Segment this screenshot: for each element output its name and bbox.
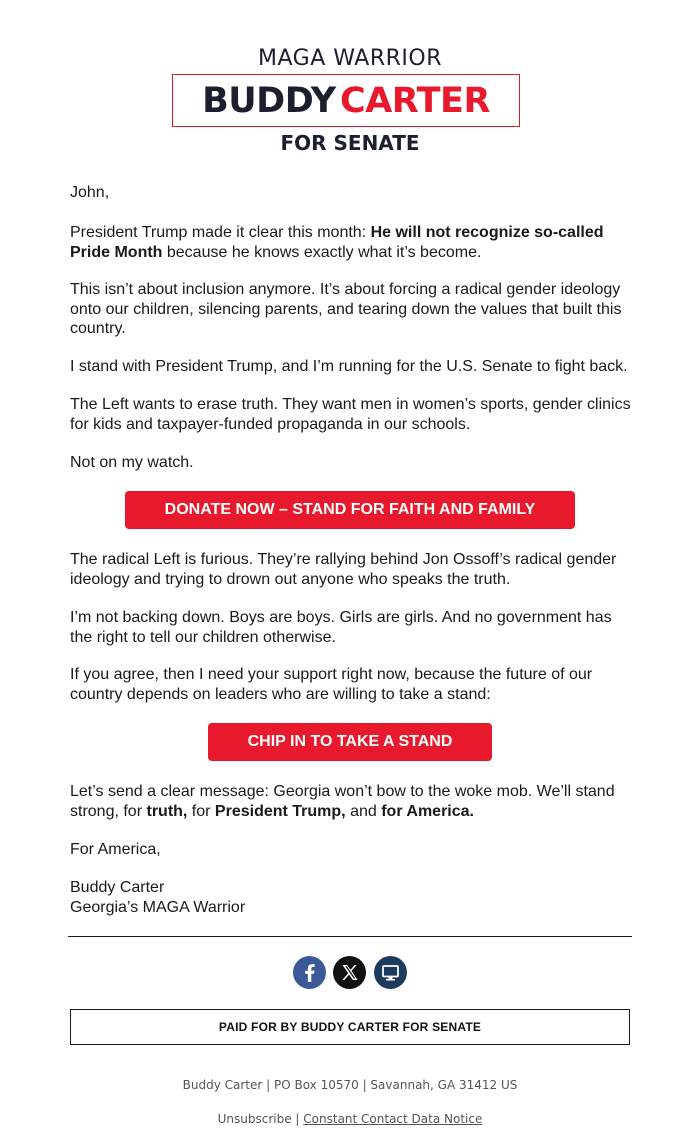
footer-divider bbox=[68, 936, 632, 937]
footer-address: Buddy Carter | PO Box 10570 | Savannah, GA 31412 US bbox=[182, 1078, 518, 1092]
logo-last-name: CARTER bbox=[340, 81, 490, 121]
paragraph-9 bbox=[70, 782, 635, 821]
paragraph-7: I’m not backing down. Boys are boys. Girls are girls. And no government has the right to tell our children otherwise. bbox=[70, 609, 612, 646]
unsubscribe-link[interactable]: Unsubscribe bbox=[217, 1112, 292, 1126]
logo-name-box bbox=[172, 74, 520, 127]
signature-name: Buddy Carter bbox=[70, 879, 165, 896]
paragraph-5: Not on my watch. bbox=[70, 454, 194, 471]
p9-text: Let’s send a clear message: Georgia won’t bow to the woke mob. We’ll stand strong, for bbox=[70, 783, 615, 820]
p9-text-for: for bbox=[187, 802, 215, 820]
header-tagline: MAGA WARRIOR bbox=[258, 46, 442, 71]
logo-first-name: BUDDY bbox=[202, 81, 336, 121]
p9-bold-america: for America. bbox=[381, 802, 474, 820]
p9-bold-trump: President Trump, bbox=[214, 802, 346, 820]
paragraph-8: If you agree, then I need your support right now, because the future of our country depends on leaders who are willing to take a stand: bbox=[70, 666, 593, 703]
paragraph-1 bbox=[70, 223, 635, 262]
p9-bold-truth: truth, bbox=[146, 802, 188, 820]
p9-text-and: and bbox=[345, 802, 382, 820]
website-icon[interactable] bbox=[374, 956, 407, 989]
chip-in-button[interactable]: CHIP IN TO TAKE A STAND bbox=[208, 723, 492, 761]
paid-for-disclaimer: PAID FOR BY BUDDY CARTER FOR SENATE bbox=[70, 1009, 630, 1045]
header-subtitle: FOR SENATE bbox=[280, 131, 420, 155]
data-notice-link[interactable]: Constant Contact Data Notice bbox=[303, 1112, 483, 1126]
footer-separator: | bbox=[291, 1112, 304, 1126]
p1-text: President Trump made it clear this month: bbox=[70, 224, 371, 241]
closing: For America, bbox=[70, 841, 161, 858]
footer-links bbox=[0, 1112, 700, 1126]
donate-button[interactable]: DONATE NOW – STAND FOR FAITH AND FAMILY bbox=[125, 491, 575, 529]
paragraph-6: The radical Left is furious. They’re rallying behind Jon Ossoff’s radical gender ideology and trying to drown out anyone who speaks the truth. bbox=[70, 551, 617, 588]
paragraph-2: This isn’t about inclusion anymore. It’s about forcing a radical gender ideology onto our children, silencing parents, and tearing down the values that built this country. bbox=[70, 281, 622, 337]
p1-text-end: because he knows exactly what it’s become. bbox=[162, 243, 482, 261]
paragraph-4: The Left wants to erase truth. They want men in women’s sports, gender clinics for kids and taxpayer-funded propaganda in our schools. bbox=[70, 396, 631, 433]
x-icon[interactable] bbox=[333, 956, 366, 989]
greeting: John, bbox=[70, 184, 110, 201]
signature-title: Georgia’s MAGA Warrior bbox=[70, 899, 246, 916]
p1-bold: He will not recognize so-called Pride Month bbox=[70, 224, 604, 261]
facebook-icon[interactable] bbox=[293, 956, 326, 989]
paragraph-3: I stand with President Trump, and I’m running for the U.S. Senate to fight back. bbox=[70, 358, 628, 375]
